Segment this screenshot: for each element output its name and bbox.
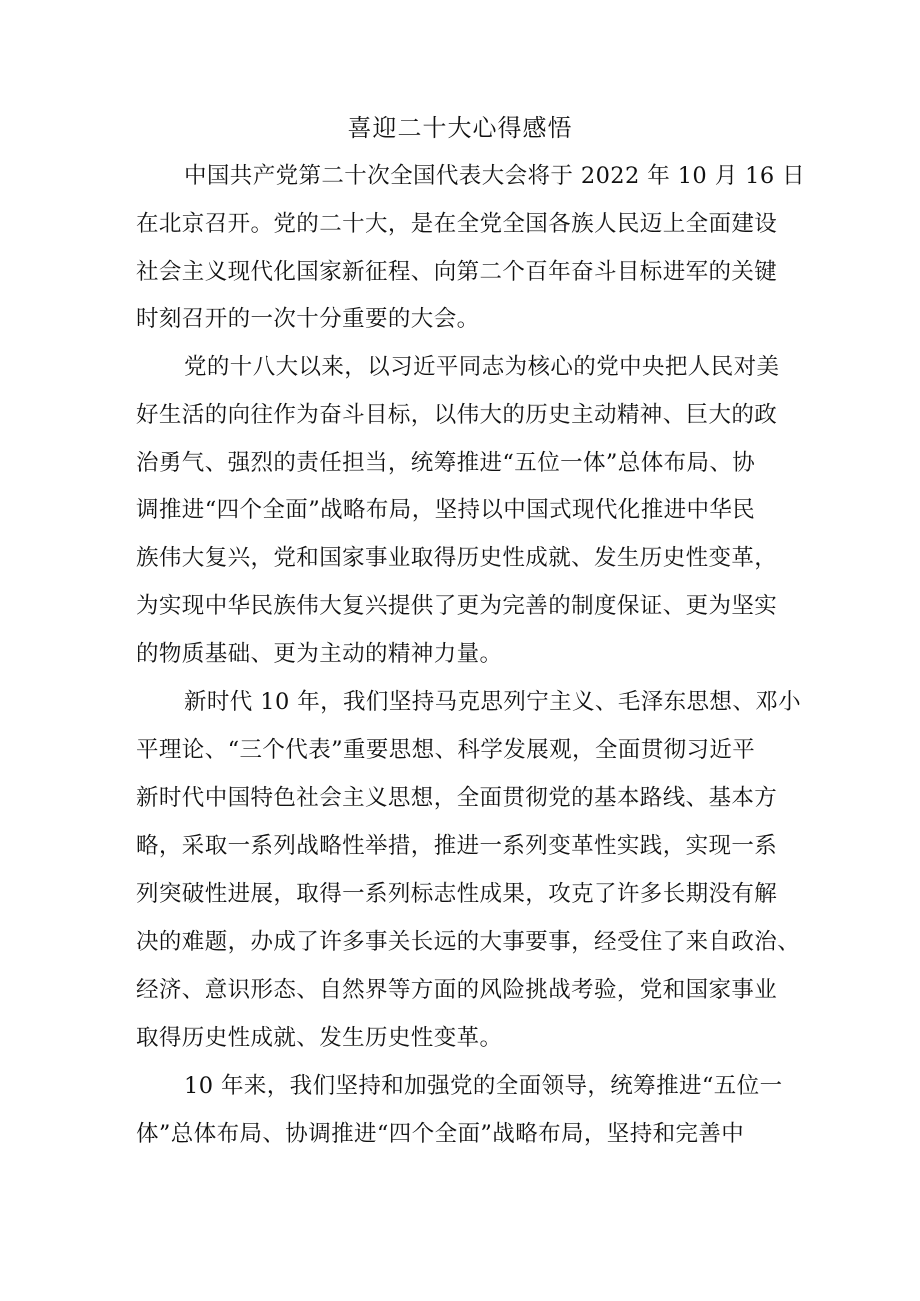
paragraph-line: 治勇气、强烈的责任担当，统筹推进“五位一体”总体布局、协 [136, 450, 756, 476]
paragraph-line: 经济、意识形态、自然界等方面的风险挑战考验，党和国家事业 [136, 977, 778, 1003]
paragraph-line: 新时代 10 年，我们坚持马克思列宁主义、毛泽东思想、邓小 [184, 689, 802, 715]
paragraph-line: 好生活的向往作为奋斗目标，以伟大的历史主动精神、巨大的政 [136, 402, 778, 428]
paragraph-line: 10 年来，我们坚持和加强党的全面领导，统筹推进“五位一 [184, 1073, 783, 1099]
paragraph-line: 调推进“四个全面”战略布局，坚持以中国式现代化推进中华民 [136, 497, 756, 523]
paragraph-line: 列突破性进展，取得一系列标志性成果，攻克了许多长期没有解 [136, 881, 778, 907]
paragraph-line: 平理论、“三个代表”重要思想、科学发展观，全面贯彻习近平 [136, 737, 756, 763]
paragraph-line: 体”总体布局、协调推进“四个全面”战略布局，坚持和完善中 [136, 1121, 745, 1147]
paragraph-line: 时刻召开的一次十分重要的大会。 [136, 306, 480, 332]
paragraph-line: 在北京召开。党的二十大，是在全党全国各族人民迈上全面建设 [136, 211, 778, 237]
paragraph-line: 为实现中华民族伟大复兴提供了更为完善的制度保证、更为坚实 [136, 593, 778, 619]
paragraph-line: 略，采取一系列战略性举措，推进一系列变革性实践，实现一系 [136, 833, 778, 859]
paragraph-line: 族伟大复兴，党和国家事业取得历史性成就、发生历史性变革， [136, 545, 778, 571]
paragraph-line: 社会主义现代化国家新征程、向第二个百年奋斗目标进军的关键 [136, 259, 778, 285]
document-title: 喜迎二十大心得感悟 [347, 114, 573, 142]
paragraph-line: 党的十八大以来，以习近平同志为核心的党中央把人民对美 [184, 354, 780, 380]
paragraph-line: 新时代中国特色社会主义思想，全面贯彻党的基本路线、基本方 [136, 785, 778, 811]
paragraph-line: 中国共产党第二十次全国代表大会将于 2022 年 10 月 16 日 [184, 163, 806, 189]
paragraph-line: 的物质基础、更为主动的精神力量。 [136, 641, 503, 667]
paragraph-line: 取得历史性成就、发生历史性变革。 [136, 1025, 503, 1051]
paragraph-line: 决的难题，办成了许多事关长远的大事要事，经受住了来自政治、 [136, 929, 801, 955]
